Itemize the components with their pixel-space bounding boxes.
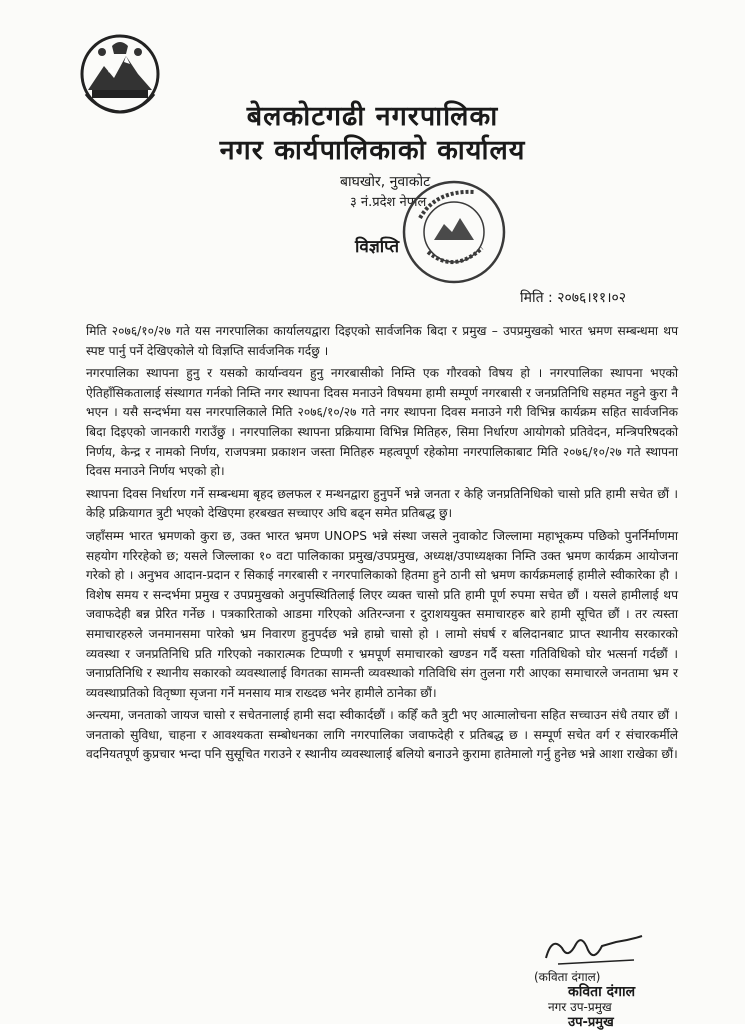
letterhead (0, 100, 745, 210)
signatory-name-handwritten: (कविता दंगाल) (534, 970, 601, 984)
address-line-2: ३ नं.प्रदेश नेपाल (350, 195, 427, 210)
handwritten-signature-icon (538, 930, 648, 970)
body-paragraph-3: स्थापना दिवस निर्धारण गर्ने सम्बन्धमा बृहद छलफल र मन्थनद्वारा हुनुपर्ने भन्ने जनता र केहि जनप्रतिनिधिको चासो प्रति हामी सचेत छौं । केहि प्रक्रियागत त्रुटी भएको देखिएमा हरबखत सच्चाएर अघि बढ्न समेत प्रतिबद्ध छु। (86, 486, 678, 521)
notice-title: विज्ञप्ति (355, 237, 400, 257)
office-name: नगर कार्यपालिकाको कार्यालय (219, 135, 526, 166)
body-paragraph-4: जहाँसम्म भारत भ्रमणको कुरा छ, उक्त भारत भ्रमण UNOPS भन्ने संस्था जसले नुवाकोट जिल्लामा महाभूकम्प पछिको पुनर्निर्माणमा सहयोग गरिरहेको छ; यसले जिल्लाका १० वटा पालिकाका प्रमुख/उपप्रमुख, अध्यक्ष/उपाध्यक्षका निम्ति उक्त भ्रमण कार्यक्रम आयोजना गरेको हो । अनुभव आदान-प्रदान र सिकाई नगरबासी र नगरपालिकाको हितमा हुने ठानी सो भ्रमण कार्यक्रमलाई हामीले स्वीकारेका हौ । विशेष समय र सन्दर्भमा प्रमुख र उपप्रमुखको अनुपस्थितिलाई लिएर व्यक्त चासो प्रति हामी पूर्ण रुपमा सचेत छौं । यसले हामीलाई थप जवाफदेही बन्न प्रेरित गर्नेछ । पत्रकारिताको आडमा गरिएको अतिरन्जना र दुराशययुक्त समाचारहरु बारे हामी सूचित छौं । तर त्यस्ता समाचारहरुले जनमानसमा पारेको भ्रम निवारण हुनुपर्दछ भन्ने हाम्रो चासो हो । लामो संघर्ष र बलिदानबाट प्राप्त स्थानीय सरकारको व्यवस्था र जनप्रतिनिधि प्रति गरिएको नकारात्मक टिप्पणी र भ्रमपूर्ण समाचारको खण्डन गर्दै यस्ता गतिविधिको घोर भत्सर्ना गर्दछौं । जनाप्रतिनिधि र स्थानीय सकारको व्यवस्थालाई विगतका सामन्ती व्यवस्थाको गतिविधि संग तुलना गरी आएका समाचारले जनतामा भ्रम र व्यवस्थाप्रतिको वितृष्णा सृजना गर्ने मनसाय मात्र राख्दछ भनेर हामीले ठानेका छौं। (86, 528, 678, 700)
signatory-role-handwritten: नगर उप-प्रमुख (548, 1000, 612, 1014)
address-line-1: बाघखोर, नुवाकोट (340, 174, 431, 190)
notice-date: मिति : २०७६।११।०२ (520, 290, 627, 306)
signatory-name-stamp: कविता दंगाल (568, 984, 636, 1000)
body-paragraph-1: मिति २०७६/१०/२७ गते यस नगरपालिका कार्यालयद्वारा दिइएको सार्वजनिक बिदा र प्रमुख – उपप्रमुखको भारत भ्रमण सम्बन्धमा थप स्पष्ट पार्नु पर्ने देखिएकोले यो विज्ञप्ति सार्वजनिक गर्दछु । (86, 324, 678, 358)
office-seal-stamp (400, 178, 508, 286)
municipality-name: बेलकोटगढी नगरपालिका (246, 101, 499, 132)
signature-block (528, 930, 678, 1030)
signatory-role-stamp: उप-प्रमुख (568, 1015, 614, 1030)
body-paragraph-5: अन्त्यमा, जनताको जायज चासो र सचेतनालाई हामी सदा स्वीकार्दछौं । कहिँ कतै त्रुटी भए आत्मालोचना सहित सच्चाउन संधै तयार छौं । जनताको सुविधा, चाहना र आवश्यकता सम्बोधनका लागि नगरपालिका जवाफदेही र प्रतिबद्ध छ । सम्पूर्ण सचेत वर्ग र संचारकर्मीले वदनियतपूर्ण कुप्रचार भन्दा पनि सुसूचित गराउने र स्थानीय व्यवस्थालाई बलियो बनाउने कुरामा हातेमालो गर्नु हुनेछ भन्ने आशा राखेका छौं। (86, 708, 678, 762)
notice-body (86, 322, 678, 768)
body-paragraph-2: नगरपालिका स्थापना हुनु र यसको कार्यान्वयन हुनु नगरबासीको निम्ति एक गौरवको विषय हो । नगरपालिका स्थापना भएको ऐतिहाँसिकतालाई संस्थागत गर्नको निम्ति नगर स्थापना दिवस मनाउने विषयमा हामी सम्पूर्ण नगरबासी र जनप्रतिनिधि सहमत नहुने कुरा नै भएन । यसै सन्दर्भमा यस नगरपालिकाले मिति २०७६/१०/२७ गते नगर स्थापना दिवस मनाउने गरी विभिन्न कार्यक्रम सहित सार्वजनिक बिदा दिइएको जानकारी गराउँछु । नगरपालिका स्थापना प्रक्रियामा विभिन्न मितिहरु, सिमा निर्धारण आयोगको प्रतिवेदन, मन्त्रिपरिषदको निर्णय, केन्द्र र नामको निर्णय, राजपत्रमा प्रकाशन जस्ता मितिहरु महत्वपूर्ण रहेकोमा नगरपालिकाबाट मिति २०७६/१०/२७ गते स्थापना दिवस मनाउने निर्णय भएको हो। (86, 366, 678, 479)
